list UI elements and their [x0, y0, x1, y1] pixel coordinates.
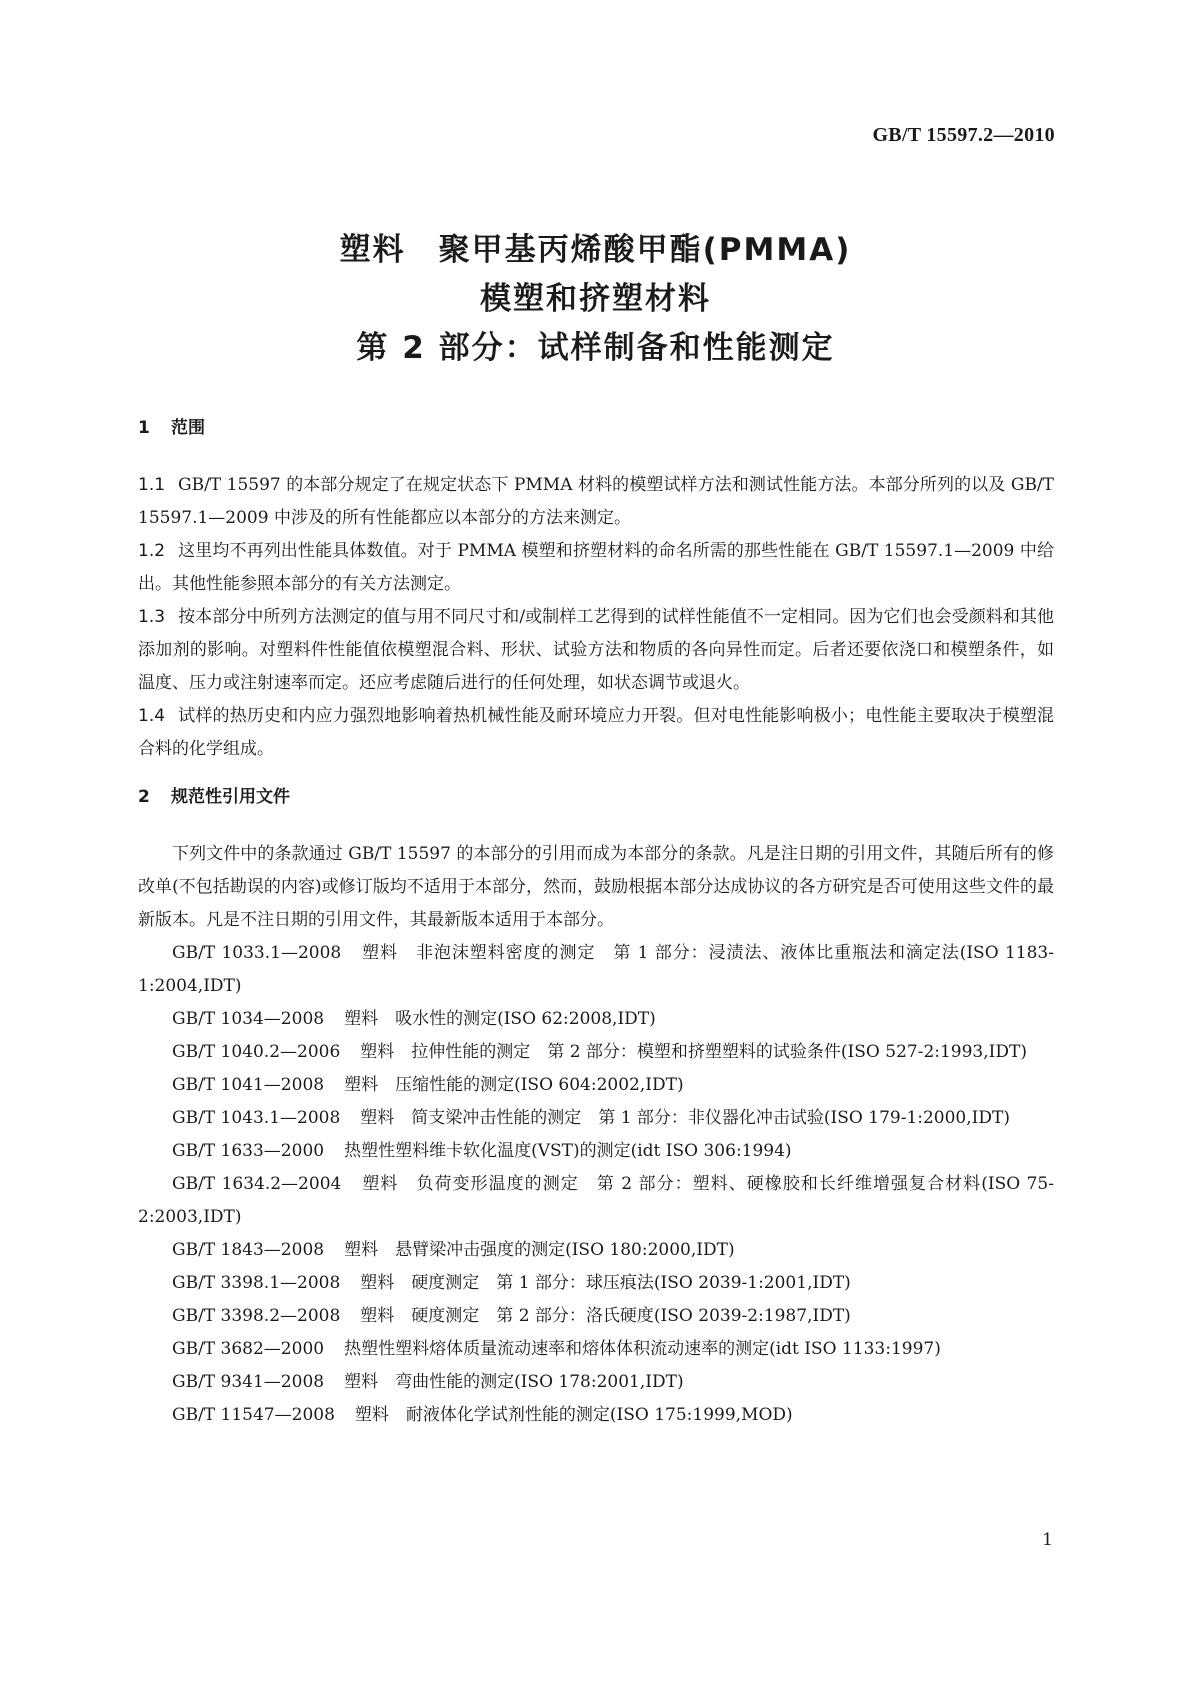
- document-title: [0, 226, 1191, 373]
- clause-1-4: [138, 700, 1054, 766]
- reference-title: 塑料 负荷变形温度的测定 第 2 部分：塑料、硬橡胶和长纤维增强复合材料(ISO 75-2:2003,IDT): [138, 1174, 1054, 1227]
- clause-1-3-number: 1.3: [138, 607, 166, 627]
- reference-code: GB/T 1041—2008: [172, 1075, 325, 1095]
- section-1-number: 1: [138, 418, 150, 438]
- clause-1-3-text: 按本部分中所列方法测定的值与用不同尺寸和/或制样工艺得到的试样性能值不一定相同。因为它们也会受颜料和其他添加剂的影响。对塑料件性能值依模塑混合料、形状、试验方法和物质的各向异性而定。后者还要依浇口和模塑条件，如温度、压力或注射速率而定。还应考虑随后进行的任何处理，如状态调节或退火。: [138, 607, 1054, 693]
- reference-item: [138, 1168, 1054, 1234]
- clause-1-4-number: 1.4: [138, 706, 166, 726]
- clause-1-4-text: 试样的热历史和内应力强烈地影响着热机械性能及耐环境应力开裂。但对电性能影响极小；电性能主要取决于模塑混合料的化学组成。: [138, 706, 1054, 759]
- normative-reference-list: [138, 937, 1054, 1432]
- reference-item: [138, 1036, 1054, 1069]
- reference-code: GB/T 1040.2—2006: [172, 1042, 341, 1062]
- reference-item: [138, 1069, 1054, 1102]
- section-1-heading: [138, 412, 1054, 445]
- reference-title: 塑料 简支梁冲击性能的测定 第 1 部分：非仪器化冲击试验(ISO 179-1:2000,IDT): [360, 1108, 1010, 1128]
- clause-1-2-number: 1.2: [138, 541, 166, 561]
- reference-item: [138, 1267, 1054, 1300]
- reference-code: GB/T 11547—2008: [172, 1405, 335, 1425]
- reference-title: 塑料 耐液体化学试剂性能的测定(ISO 175:1999,MOD): [354, 1405, 793, 1425]
- clause-1-1-number: 1.1: [138, 475, 166, 495]
- reference-item: [138, 1003, 1054, 1036]
- reference-item: [138, 1102, 1054, 1135]
- reference-item: [138, 1234, 1054, 1267]
- standard-code: GB/T 15597.2—2010: [872, 124, 1055, 146]
- title-line-3: 第 2 部分：试样制备和性能测定: [356, 330, 835, 366]
- reference-item: [138, 937, 1054, 1003]
- page-number: 1: [1042, 1530, 1053, 1550]
- section-2-number: 2: [138, 787, 150, 807]
- reference-item: [138, 1333, 1054, 1366]
- reference-code: GB/T 1033.1—2008: [172, 943, 342, 963]
- clause-1-3: [138, 601, 1054, 700]
- clause-1-2-text: 这里均不再列出性能具体数值。对于 PMMA 模塑和挤塑材料的命名所需的那些性能在 GB/T 15597.1—2009 中给出。其他性能参照本部分的有关方法测定。: [138, 541, 1054, 594]
- reference-code: GB/T 1034—2008: [172, 1009, 325, 1029]
- reference-title: 塑料 硬度测定 第 2 部分：洛氏硬度(ISO 2039-2:1987,IDT): [360, 1306, 851, 1326]
- reference-item: [138, 1135, 1054, 1168]
- reference-code: GB/T 1634.2—2004: [172, 1174, 342, 1194]
- reference-item: [138, 1366, 1054, 1399]
- reference-code: GB/T 1843—2008: [172, 1240, 325, 1260]
- reference-title: 塑料 非泡沫塑料密度的测定 第 1 部分：浸渍法、液体比重瓶法和滴定法(ISO 1183-1:2004,IDT): [138, 943, 1054, 996]
- section-2-heading: [138, 781, 1054, 814]
- title-line-2: 模塑和挤塑材料: [480, 281, 711, 317]
- reference-title: 塑料 硬度测定 第 1 部分：球压痕法(ISO 2039-1:2001,IDT): [360, 1273, 851, 1293]
- reference-code: GB/T 3682—2000: [172, 1339, 325, 1359]
- reference-code: GB/T 1633—2000: [172, 1141, 325, 1161]
- section-1-title: 范围: [171, 418, 205, 438]
- reference-code: GB/T 3398.1—2008: [172, 1273, 341, 1293]
- reference-title: 热塑性塑料维卡软化温度(VST)的测定(idt ISO 306:1994): [344, 1141, 792, 1161]
- reference-title: 塑料 拉伸性能的测定 第 2 部分：模塑和挤塑塑料的试验条件(ISO 527-2:1993,IDT): [360, 1042, 1027, 1062]
- reference-item: [138, 1300, 1054, 1333]
- document-body: [138, 412, 1054, 1432]
- reference-code: GB/T 1043.1—2008: [172, 1108, 341, 1128]
- clause-1-2: [138, 535, 1054, 601]
- reference-title: 塑料 悬臂梁冲击强度的测定(ISO 180:2000,IDT): [344, 1240, 735, 1260]
- section-2-title: 规范性引用文件: [171, 787, 290, 807]
- title-line-1: 塑料 聚甲基丙烯酸甲酯(PMMA): [339, 232, 852, 268]
- reference-title: 塑料 压缩性能的测定(ISO 604:2002,IDT): [344, 1075, 684, 1095]
- clause-1-1-text: GB/T 15597 的本部分规定了在规定状态下 PMMA 材料的模塑试样方法和测试性能方法。本部分所列的以及 GB/T 15597.1—2009 中涉及的所有性能都应以本部分的方法来测定。: [138, 475, 1054, 528]
- reference-code: GB/T 9341—2008: [172, 1372, 325, 1392]
- reference-title: 塑料 弯曲性能的测定(ISO 178:2001,IDT): [344, 1372, 684, 1392]
- clause-1-1: [138, 469, 1054, 535]
- section-2-intro: 下列文件中的条款通过 GB/T 15597 的本部分的引用而成为本部分的条款。凡是注日期的引用文件，其随后所有的修改单(不包括勘误的内容)或修订版均不适用于本部分，然而，鼓励根据本部分达成协议的各方研究是否可使用这些文件的最新版本。凡是不注日期的引用文件，其最新版本适用于本部分。: [138, 844, 1054, 930]
- reference-title: 塑料 吸水性的测定(ISO 62:2008,IDT): [344, 1009, 656, 1029]
- reference-code: GB/T 3398.2—2008: [172, 1306, 341, 1326]
- reference-item: [138, 1399, 1054, 1432]
- reference-title: 热塑性塑料熔体质量流动速率和熔体体积流动速率的测定(idt ISO 1133:1997): [344, 1339, 941, 1359]
